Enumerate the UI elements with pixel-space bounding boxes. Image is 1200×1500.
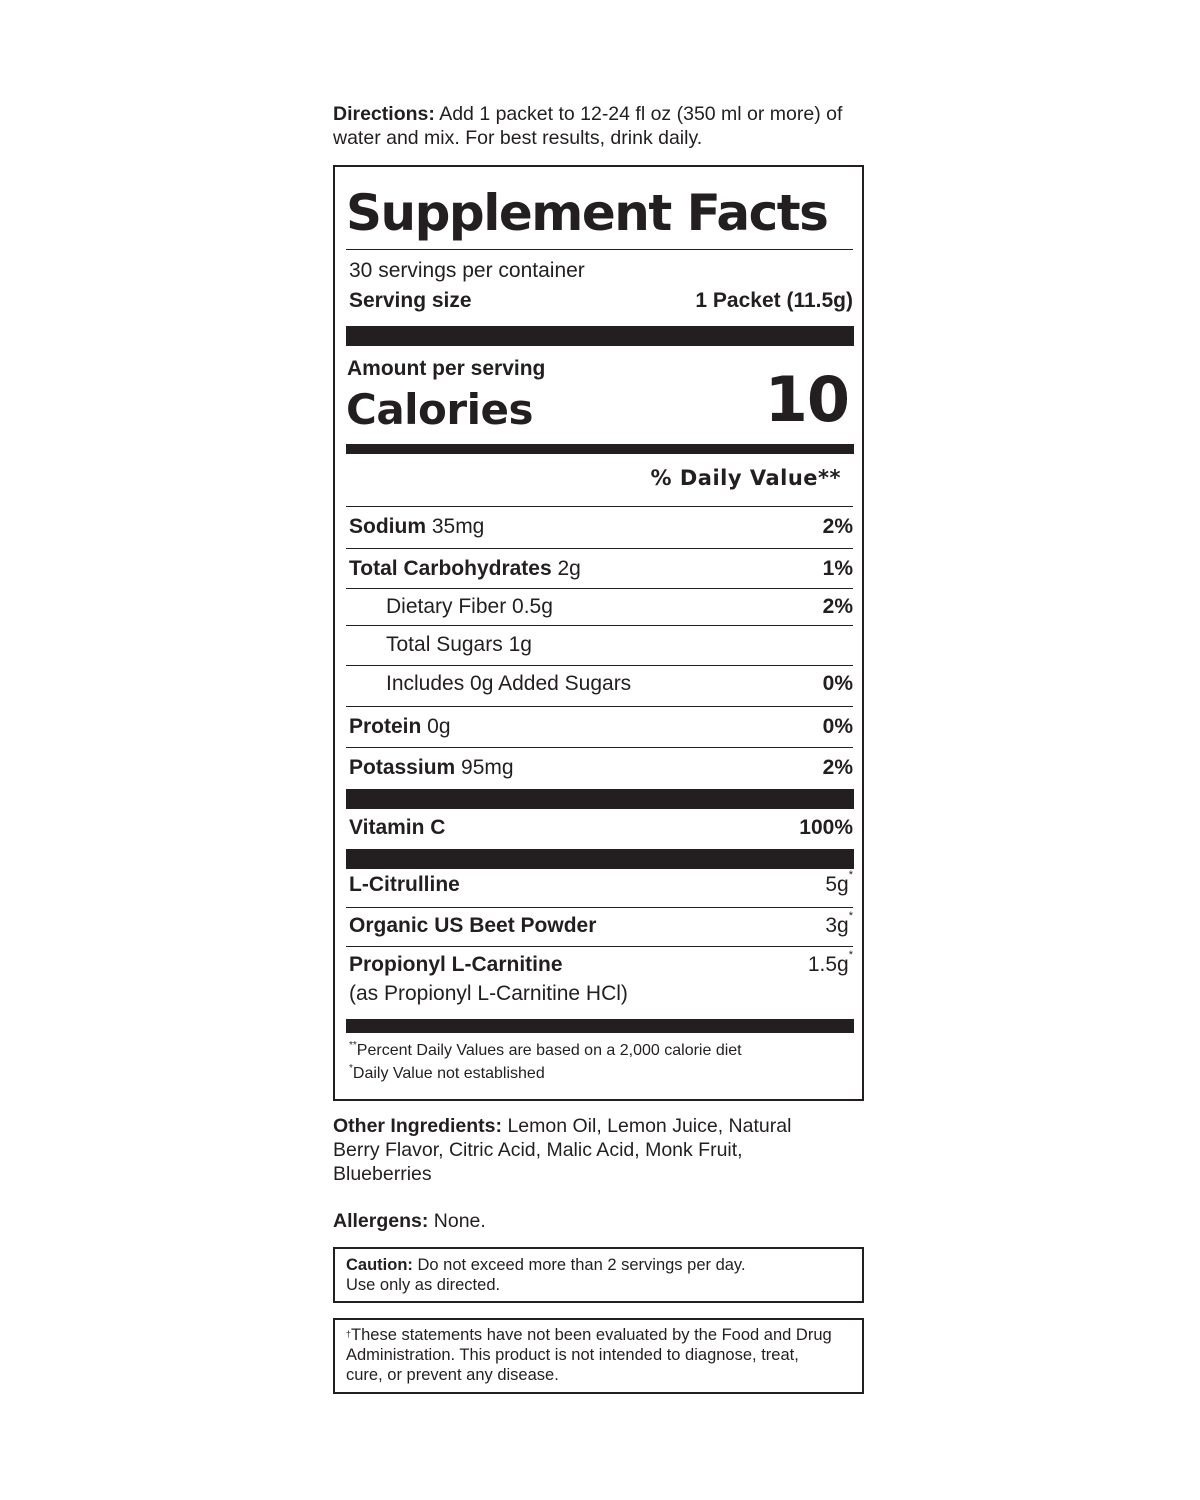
allergens-label: Allergens: xyxy=(333,1210,429,1232)
calories-label: Calories xyxy=(346,385,534,434)
ingredient-name: L-Citrulline xyxy=(349,873,460,896)
nutrient-name: Dietary Fiber 0.5g xyxy=(386,595,553,618)
nutrient-name: Sodium xyxy=(349,515,426,538)
directions-label: Directions: xyxy=(333,103,435,125)
footnote-mark: * xyxy=(848,869,853,881)
fda-disclaimer-box xyxy=(333,1318,864,1394)
divider xyxy=(346,625,853,626)
nutrient-amount: 2g xyxy=(551,557,581,580)
other-ingredients-line2: Berry Flavor, Citric Acid, Malic Acid, Monk Fruit, xyxy=(333,1139,743,1161)
nutrient-dv: 1% xyxy=(822,557,853,580)
ingredient-amount: 1.5g xyxy=(807,953,849,976)
other-ingredients-line3: Blueberries xyxy=(333,1163,432,1185)
caution-label: Caution: xyxy=(346,1256,413,1274)
ingredient-source: (as Propionyl L-Carnitine HCl) xyxy=(349,982,628,1005)
ingredient-row-l-citrulline xyxy=(346,869,853,903)
nutrient-name: Potassium xyxy=(349,756,456,779)
serving-size-value: 1 Packet (11.5g) xyxy=(695,289,853,312)
nutrient-name: Includes 0g Added Sugars xyxy=(386,672,632,695)
footnote-mark: ** xyxy=(349,1040,357,1051)
disclaimer-line3: cure, or prevent any disease. xyxy=(346,1366,559,1384)
thick-divider xyxy=(346,326,854,346)
footnote-mark: * xyxy=(848,910,853,922)
servings-per-container: 30 servings per container xyxy=(349,259,585,282)
nutrient-dv: 0% xyxy=(822,672,853,695)
allergens xyxy=(333,1209,863,1233)
nutrient-name: Total Sugars 1g xyxy=(386,633,532,656)
amount-per-serving-label: Amount per serving xyxy=(347,357,546,380)
divider xyxy=(346,506,853,507)
ingredient-row-propionyl-l-carnitine xyxy=(346,949,853,983)
vitamin-dv: 100% xyxy=(799,816,853,839)
nutrient-amount: 0g xyxy=(421,715,451,738)
nutrient-amount: 95mg xyxy=(455,756,514,779)
footnote-mark: * xyxy=(848,949,853,961)
other-ingredients-label: Other Ingredients: xyxy=(333,1115,503,1137)
thick-divider xyxy=(346,1019,854,1033)
serving-size-label: Serving size xyxy=(349,289,472,312)
directions-line2: water and mix. For best results, drink daily. xyxy=(333,127,703,149)
nutrient-dv: 2% xyxy=(822,515,853,538)
footnote-daily-values xyxy=(349,1042,742,1060)
divider xyxy=(346,665,853,666)
nutrient-name: Total Carbohydrates xyxy=(349,557,552,580)
divider xyxy=(346,907,853,908)
nutrient-amount: 35mg xyxy=(426,515,485,538)
supplement-facts-panel xyxy=(333,165,864,1101)
divider xyxy=(346,548,853,549)
facts-title: Supplement Facts xyxy=(346,184,828,242)
nutrient-row-protein xyxy=(346,715,853,745)
nutrient-row-total-carbohydrates xyxy=(346,557,853,587)
ingredient-row-organic-us-beet-powder xyxy=(346,910,853,944)
nutrient-dv: 2% xyxy=(822,595,853,618)
ingredient-amount: 5g xyxy=(825,873,849,896)
nutrient-name: Protein xyxy=(349,715,422,738)
footnote-text: Percent Daily Values are based on a 2,000 calorie diet xyxy=(356,1042,742,1059)
nutrient-row-total-sugars xyxy=(346,633,853,663)
caution-line1: Do not exceed more than 2 servings per day. xyxy=(412,1256,746,1274)
nutrient-row-sodium xyxy=(346,515,853,545)
ingredient-name: Propionyl L-Carnitine xyxy=(349,953,563,976)
footnote-mark: * xyxy=(349,1063,353,1074)
nutrient-dv: 0% xyxy=(822,715,853,738)
thick-divider xyxy=(346,789,854,809)
other-ingredients xyxy=(333,1114,863,1186)
caution-line2: Use only as directed. xyxy=(346,1276,501,1294)
divider xyxy=(346,747,853,748)
allergens-value: None. xyxy=(428,1210,486,1232)
daily-value-header: % Daily Value** xyxy=(650,466,841,490)
other-ingredients-line1: Lemon Oil, Lemon Juice, Natural xyxy=(502,1115,792,1137)
ingredient-amount: 3g xyxy=(825,914,849,937)
nutrient-dv: 2% xyxy=(822,756,853,779)
directions-text xyxy=(333,102,863,150)
footnote-text: Daily Value not established xyxy=(352,1065,545,1082)
divider xyxy=(346,706,853,707)
medium-divider xyxy=(346,444,854,454)
nutrient-row-potassium xyxy=(346,756,853,786)
vitamin-name: Vitamin C xyxy=(349,816,446,839)
caution-box xyxy=(333,1247,864,1303)
ingredient-name: Organic US Beet Powder xyxy=(349,914,597,937)
disclaimer-line2: Administration. This product is not intended to diagnose, treat, xyxy=(346,1346,799,1364)
calories-value: 10 xyxy=(764,363,849,436)
thick-divider xyxy=(346,849,854,869)
footnote-not-established xyxy=(349,1065,545,1083)
nutrient-row-dietary-fiber xyxy=(346,595,853,625)
disclaimer-line1: These statements have not been evaluated by the Food and Drug xyxy=(351,1326,832,1344)
nutrient-row-added-sugars xyxy=(346,672,853,702)
directions-line1: Add 1 packet to 12-24 fl oz (350 ml or more) of xyxy=(434,103,843,125)
vitamin-row-vitamin-c xyxy=(346,816,853,846)
divider xyxy=(346,946,853,947)
divider xyxy=(346,249,853,250)
divider xyxy=(346,588,853,589)
dagger-mark: † xyxy=(346,1329,352,1339)
